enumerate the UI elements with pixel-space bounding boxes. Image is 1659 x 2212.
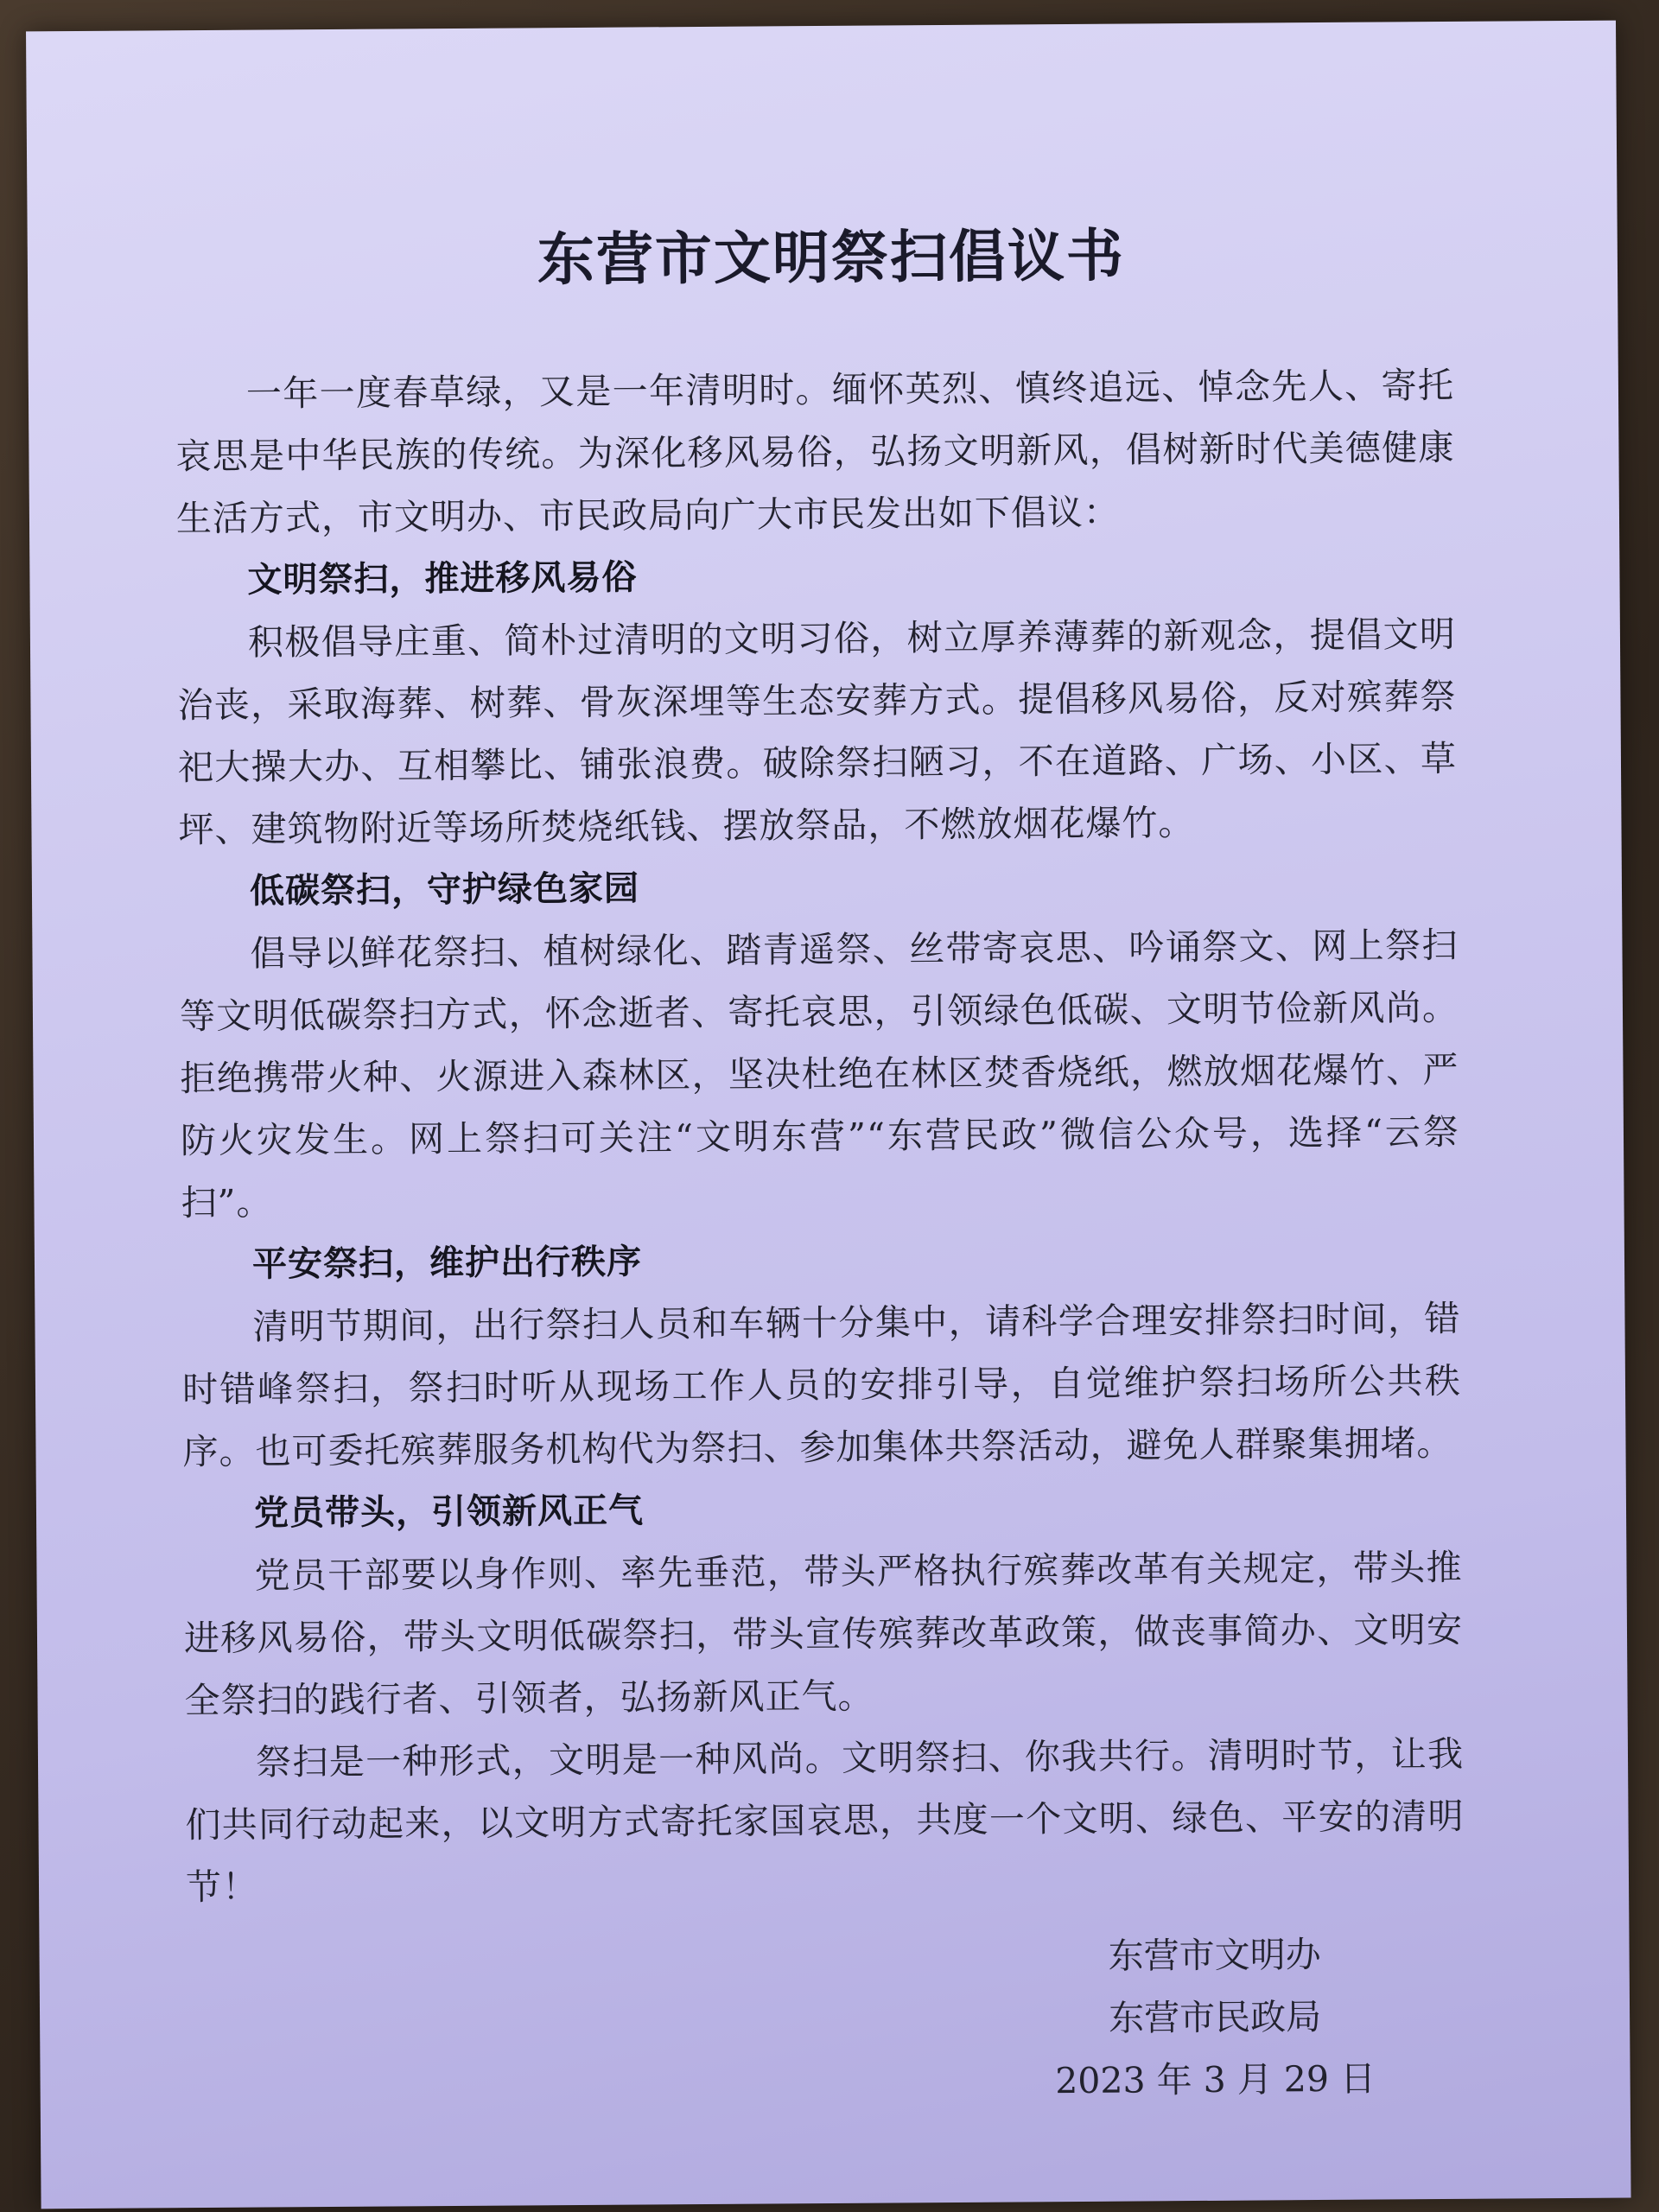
section-text-safe: 清明节期间，出行祭扫人员和车辆十分集中，请科学合理安排祭扫时间，错时错峰祭扫，祭扫时听从现场工作人员的安排引导，自觉维护祭扫场所公共秩序。也可委托殡葬服务机构代为祭扫、参加集体共祭活动，避免人群聚集拥堵。: [181, 1297, 1462, 1473]
section-heading-safe: 平安祭扫，维护出行秩序: [251, 1242, 643, 1285]
signature-org-civilization-office: 东营市文明办: [1108, 1934, 1321, 1977]
section-text-low-carbon: 倡导以鲜花祭扫、植树绿化、踏青遥祭、丝带寄哀思、吟诵祭文、网上祭扫等文明低碳祭扫方式，怀念逝者、寄托哀思，引领绿色低碳、文明节俭新风尚。拒绝携带火种、火源进入森林区，坚决杜绝在林区焚香烧纸，燃放烟花爆竹、严防火灾发生。网上祭扫可关注“文明东营”“东营民政”微信公众号，选择“云祭扫”。: [179, 924, 1460, 1224]
section-text-civilized: 积极倡导庄重、简朴过清明的文明习俗，树立厚养薄葬的新观念，提倡文明治丧，采取海葬、树葬、骨灰深埋等生态安葬方式。提倡移风易俗，反对殡葬祭祀大操大办、互相攀比、铺张浪费。破除祭扫陋习，不在道路、广场、小区、草坪、建筑物附近等场所焚烧纸钱、摆放祭品，不燃放烟花爆竹。: [177, 613, 1458, 851]
signature-block: [1033, 1923, 1396, 2112]
document-body: [175, 354, 1465, 1918]
section-heading-party: 党员带头，引领新风正气: [253, 1491, 645, 1534]
signature-date: 2023 年 3 月 29 日: [1055, 2057, 1376, 2102]
section-heading-low-carbon: 低碳祭扫，守护绿色家园: [249, 868, 640, 912]
signature-org-civil-affairs: 东营市民政局: [1108, 1996, 1322, 2039]
document-title: 东营市文明祭扫倡议书: [537, 221, 1126, 294]
document-page: [26, 21, 1631, 2209]
section-text-party: 党员干部要以身作则、率先垂范，带头严格执行殡葬改革有关规定，带头推进移风易俗，带头文明低碳祭扫，带头宣传殡葬改革政策，做丧事简办、文明安全祭扫的践行者、引领者，弘扬新风正气。: [183, 1546, 1464, 1722]
intro-paragraph: 一年一度春草绿，又是一年清明时。缅怀英烈、慎终追远、悼念先人、寄托哀思是中华民族的传统。为深化移风易俗，弘扬文明新风，倡树新时代美德健康生活方式，市文明办、市民政局向广大市民发出如下倡议：: [175, 364, 1455, 540]
section-heading-civilized: 文明祭扫，推进移风易俗: [247, 557, 638, 601]
closing-paragraph: 祭扫是一种形式，文明是一种风尚。文明祭扫、你我共行。清明时节，让我们共同行动起来，以文明方式寄托家国哀思，共度一个文明、绿色、平安的清明节！: [185, 1732, 1465, 1909]
